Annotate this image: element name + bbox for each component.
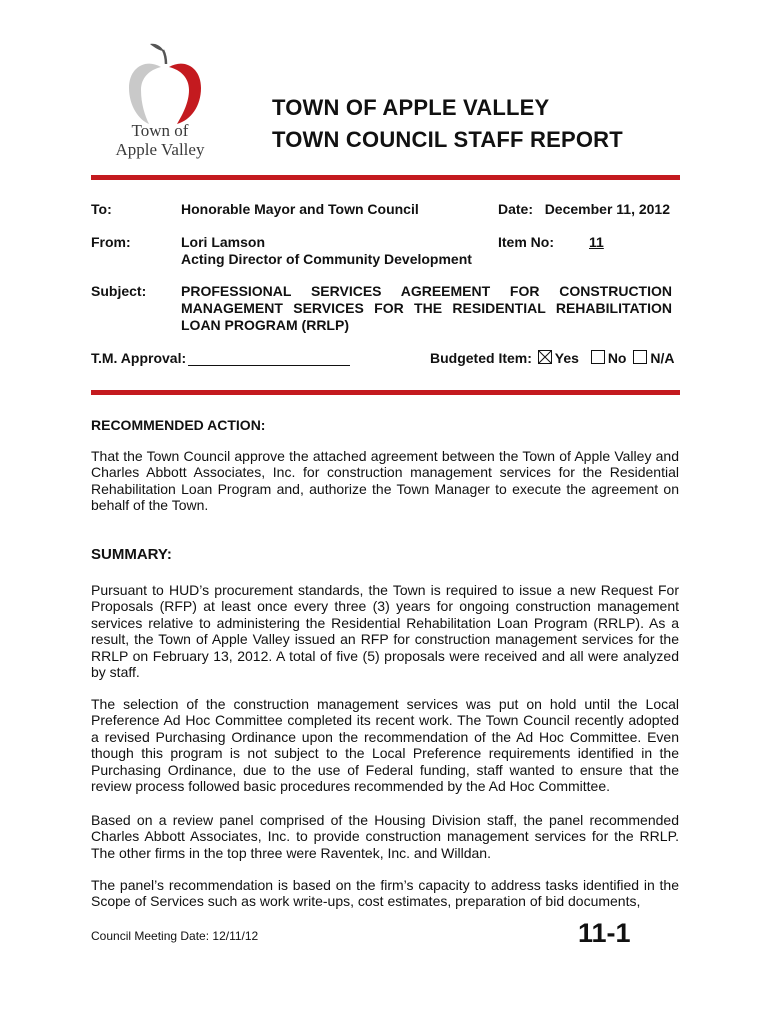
page-number: 11-1 — [578, 918, 631, 948]
from-title: Acting Director of Community Development — [181, 251, 472, 267]
yes-checkbox-checked[interactable] — [538, 350, 552, 364]
item-no-label: Item No: — [498, 234, 554, 250]
apple-left-half — [129, 64, 161, 124]
apple-leaf — [150, 44, 164, 51]
date-value: December 11, 2012 — [544, 201, 671, 217]
header-rule — [91, 175, 680, 180]
yes-label: Yes — [554, 350, 579, 366]
apple-stem — [163, 50, 166, 64]
na-checkbox[interactable] — [633, 350, 647, 364]
approval-field — [91, 350, 350, 366]
report-title-line-1: TOWN OF APPLE VALLEY — [272, 95, 550, 120]
to-value: Honorable Mayor and Town Council — [181, 201, 419, 217]
na-label: N/A — [650, 350, 675, 366]
summary-paragraph-3: Based on a review panel comprised of the Housing Division staff, the panel recommended Charles Abbott Associates, Inc. to provide construction management services for the RRLP. The other firms in the top three were Raventek, Inc. and Willdan. — [91, 812, 679, 861]
summary-heading: SUMMARY: — [91, 546, 172, 563]
budgeted-item-label: Budgeted Item: — [430, 350, 532, 366]
check-x-icon — [539, 351, 551, 363]
no-label: No — [607, 350, 627, 366]
report-title-line-2: TOWN COUNCIL STAFF REPORT — [272, 127, 623, 152]
subject-label: Subject: — [91, 283, 147, 299]
date-field — [498, 201, 670, 217]
from-label: From: — [91, 234, 131, 250]
council-meeting-date: Council Meeting Date: 12/11/12 — [91, 929, 259, 943]
no-checkbox[interactable] — [591, 350, 605, 364]
logo-line-2: Apple Valley — [115, 140, 205, 159]
apple-right-half — [169, 64, 201, 124]
subject-value: PROFESSIONAL SERVICES AGREEMENT FOR CONSTRUCTION MANAGEMENT SERVICES FOR THE RESIDENTIAL REHABILITATION LOAN PROGRAM (RRLP) — [181, 283, 672, 333]
budgeted-item-field — [430, 350, 675, 366]
logo-text — [100, 121, 220, 159]
summary-paragraph-1: Pursuant to HUD’s procurement standards, the Town is required to issue a new Request For Proposals (RFP) at least once every three (3) years for ongoing construction management services relative to administering the Residential Rehabilitation Loan Program (RRLP). As a result, the Town of Apple Valley issued an RFP for construction management services for the RRLP on February 13, 2012. A total of five (5) proposals were received and all were analyzed by staff. — [91, 582, 679, 681]
section-rule — [91, 390, 680, 395]
date-label: Date: — [498, 201, 534, 217]
from-name: Lori Lamson — [181, 234, 266, 250]
approval-signature-line[interactable] — [188, 351, 350, 366]
approval-label: T.M. Approval: — [91, 350, 187, 366]
to-label: To: — [91, 201, 112, 217]
item-no-value: 11 — [589, 234, 604, 250]
summary-paragraph-4: The panel’s recommendation is based on the firm’s capacity to address tasks identified in the Scope of Services such as work write-ups, cost estimates, preparation of bid documents, — [91, 877, 679, 910]
recommended-action-text: That the Town Council approve the attached agreement between the Town of Apple Valley and Charles Abbott Associates, Inc. for construction management services for the Residential Rehabilitation Loan Program and, authorize the Town Manager to execute the agreement on behalf of the Town. — [91, 448, 679, 514]
recommended-action-heading: RECOMMENDED ACTION: — [91, 417, 266, 433]
summary-paragraph-2: The selection of the construction management services was put on hold until the Local Preference Ad Hoc Committee completed its recent work. The Town Council recently adopted a revised Purchasing Ordinance upon the recommendation of the Ad Hoc Committee. Even though this program is not subject to the Local Preference requirements identified in the Purchasing Ordinance, due to the use of Federal funding, staff wanted to ensure that the review process followed basic procedures recommended by the Ad Hoc Committee. — [91, 696, 679, 795]
logo-line-1: Town of — [131, 121, 189, 140]
